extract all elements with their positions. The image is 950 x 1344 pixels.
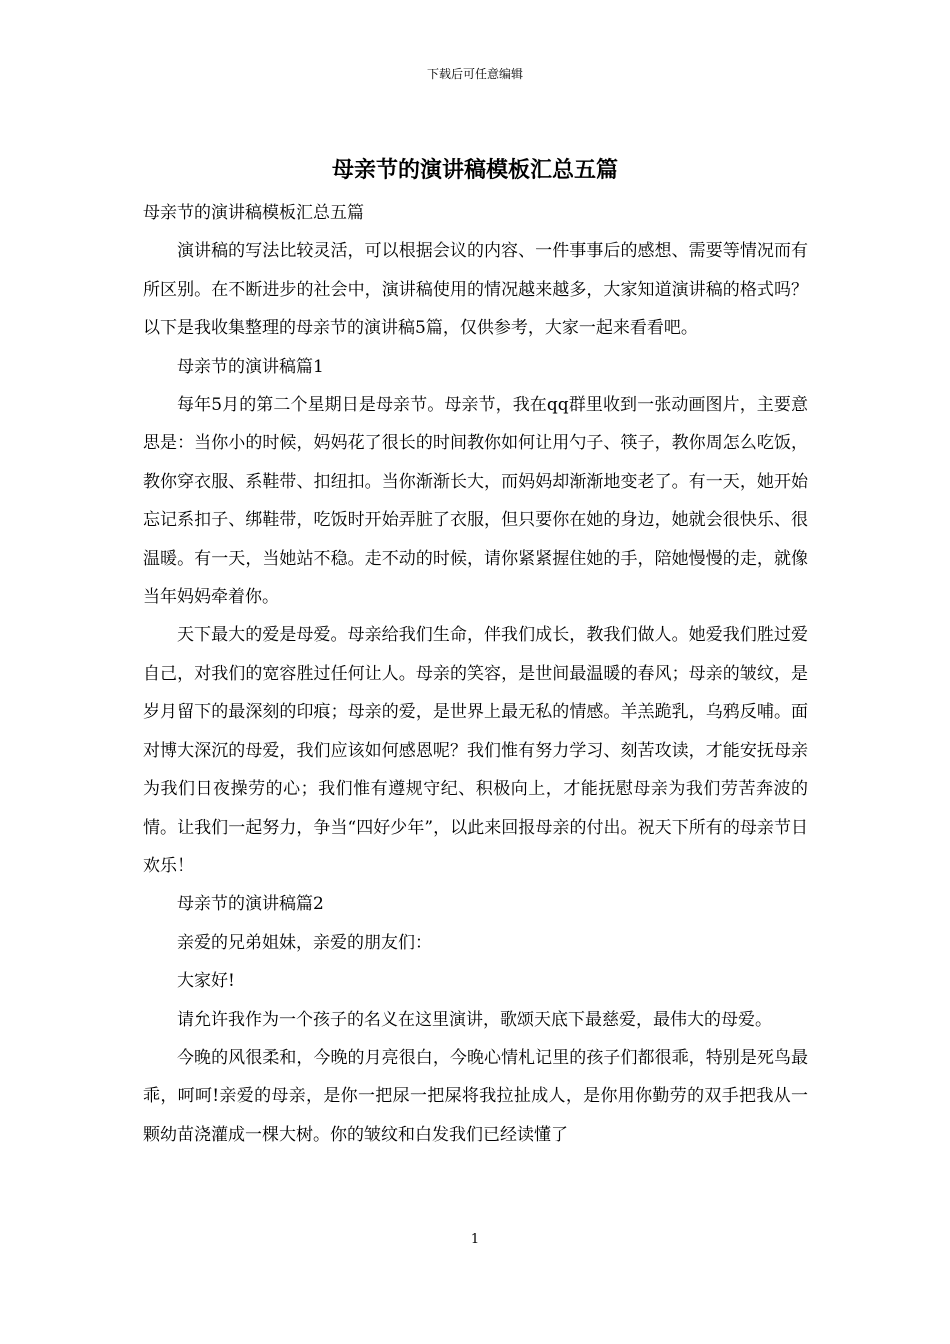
body-paragraph: 天下最大的爱是母爱。母亲给我们生命，伴我们成长，教我们做人。她爱我们胜过爱自己，对我们的宽容胜过任何让人。母亲的笑容，是世间最温暖的春风；母亲的皱纹，是岁月留下的最深刻的印痕；母亲的爱，是世界上最无私的情感。羊羔跪乳，乌鸦反哺。面对博大深沉的母爱，我们应该如何感恩呢？我们惟有努力学习、刻苦攻读，才能安抚母亲为我们日夜操劳的心；我们惟有遵规守纪、积极向上，才能抚慰母亲为我们劳苦奔波的情。让我们一起努力，争当“四好少年”，以此来回报母亲的付出。祝天下所有的母亲节日欢乐！: [143, 625, 808, 876]
body-paragraph: 母亲节的演讲稿模板汇总五篇: [143, 203, 364, 223]
body-paragraph: 今晚的风很柔和，今晚的月亮很白，今晚心情札记里的孩子们都很乖，特别是死鸟最乖，呵呵!亲爱的母亲，是你一把尿一把屎将我拉扯成人，是你用你勤劳的双手把我从一颗幼苗浇灌成一棵大树。你的皱纹和白发我们已经读懂了: [143, 1047, 808, 1145]
body-paragraph: 大家好!: [177, 971, 235, 992]
body-paragraph: 每年5月的第二个星期日是母亲节。母亲节，我在qq群里收到一张动画图片，主要意思是：当你小的时候，妈妈花了很长的时间教你如何让用勺子、筷子，教你周怎么吃饭，教你穿衣服、系鞋带、扣纽扣。当你渐渐长大，而妈妈却渐渐地变老了。有一天，她开始忘记系扣子、绑鞋带，吃饭时开始弄脏了衣服，但只要你在她的身边，她就会很快乐、很温暖。有一天，当她站不稳。走不动的时候，请你紧紧握住她的手，陪她慢慢的走，就像当年妈妈牵着你。: [143, 395, 808, 608]
body-paragraph: 母亲节的演讲稿篇2: [177, 894, 324, 915]
page-header-note: 下载后可任意编辑: [426, 67, 523, 81]
document-title: 母亲节的演讲稿模板汇总五篇: [331, 157, 618, 183]
document-body: [143, 194, 808, 1154]
body-paragraph: 亲爱的兄弟姐妹，亲爱的朋友们：: [177, 932, 432, 953]
body-paragraph: 母亲节的演讲稿篇1: [177, 356, 324, 377]
page-number: 1: [470, 1232, 480, 1247]
body-paragraph: 演讲稿的写法比较灵活，可以根据会议的内容、一件事事后的感想、需要等情况而有所区别。在不断进步的社会中，演讲稿使用的情况越来越多，大家知道演讲稿的格式吗？以下是我收集整理的母亲节的演讲稿5篇，仅供参考，大家一起来看看吧。: [143, 241, 808, 339]
body-paragraph: 请允许我作为一个孩子的名义在这里演讲，歌颂天底下最慈爱，最伟大的母爱。: [177, 1009, 772, 1030]
